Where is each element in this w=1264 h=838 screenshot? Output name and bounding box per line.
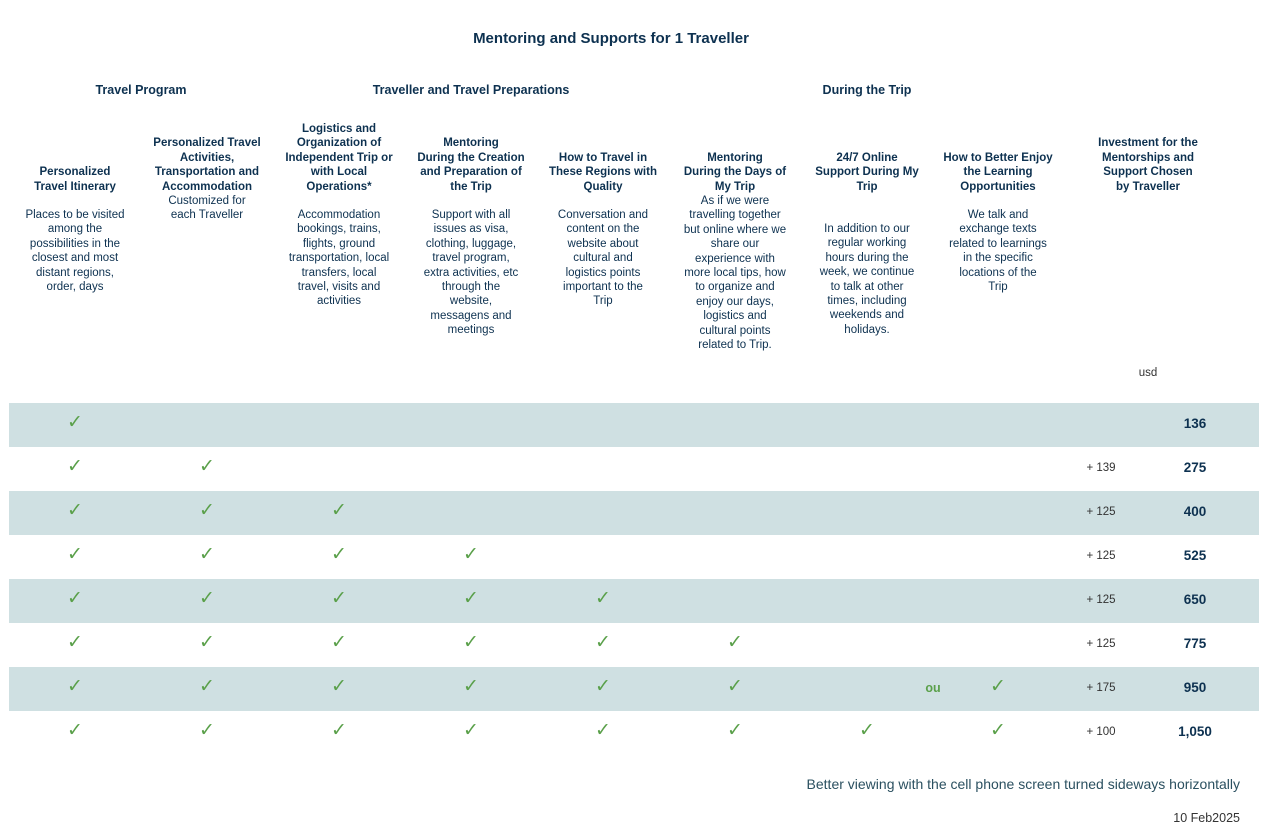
check-icon: ✓ — [331, 675, 347, 697]
check-icon: ✓ — [331, 631, 347, 653]
table-row — [9, 667, 1259, 711]
check-icon: ✓ — [595, 719, 611, 741]
total-price: 950 — [1183, 680, 1207, 695]
column-header-7: 24/7 Online Support During My Trip — [815, 151, 919, 193]
increment-value: + 139 — [1086, 462, 1116, 474]
check-icon: ✓ — [67, 675, 83, 697]
table-row — [9, 403, 1259, 447]
column-header-1: Personalized Travel Itinerary — [34, 166, 116, 193]
check-icon: ✓ — [727, 675, 743, 697]
check-icon: ✓ — [67, 455, 83, 477]
group-during-trip: During the Trip — [822, 83, 912, 97]
group-travel-program: Travel Program — [95, 83, 187, 97]
table-row — [9, 447, 1259, 491]
column-header-3: Logistics and Organization of Independent Trip or with Local Operations* — [285, 122, 393, 193]
check-icon: ✓ — [331, 719, 347, 741]
increment-value: + 100 — [1086, 726, 1116, 738]
or-label: ou — [925, 681, 941, 695]
increment-value: + 125 — [1086, 638, 1116, 650]
increment-value: + 175 — [1086, 682, 1116, 694]
total-price: 136 — [1183, 416, 1207, 431]
check-icon: ✓ — [463, 675, 479, 697]
column-description-4: Support with all issues as visa, clothing, luggage, travel program, extra activities, etc through the website, messagens and meetings — [423, 209, 519, 337]
check-icon: ✓ — [331, 543, 347, 565]
increment-value: + 125 — [1086, 594, 1116, 606]
column-description-3: Accommodation bookings, trains, flights, ground transportation, local transfers, local travel, visits and activities — [288, 209, 390, 308]
date-label: 10 Feb2025 — [1173, 811, 1240, 825]
check-icon: ✓ — [199, 675, 215, 697]
check-icon: ✓ — [67, 411, 83, 433]
column-header-8: How to Better Enjoy the Learning Opportunities — [943, 151, 1053, 193]
check-icon: ✓ — [990, 719, 1006, 741]
currency-label: usd — [1138, 367, 1158, 379]
check-icon: ✓ — [595, 587, 611, 609]
column-description-6: As if we were travelling together but online where we share our experience with more local tips, how to organize and enjoy our days, logistics and cultural points related to Trip. — [683, 195, 787, 352]
check-icon: ✓ — [199, 587, 215, 609]
check-icon: ✓ — [67, 719, 83, 741]
check-icon: ✓ — [463, 631, 479, 653]
total-price: 275 — [1183, 460, 1207, 475]
check-icon: ✓ — [199, 499, 215, 521]
table-row — [9, 579, 1259, 623]
check-icon: ✓ — [727, 631, 743, 653]
column-description-5: Conversation and content on the website about cultural and logistics points important to the Trip — [557, 209, 649, 308]
check-icon: ✓ — [990, 675, 1006, 697]
table-row — [9, 491, 1259, 535]
group-traveller-preparations: Traveller and Travel Preparations — [372, 83, 570, 97]
check-icon: ✓ — [595, 675, 611, 697]
check-icon: ✓ — [331, 499, 347, 521]
total-price: 650 — [1183, 592, 1207, 607]
check-icon: ✓ — [67, 499, 83, 521]
check-icon: ✓ — [67, 587, 83, 609]
column-header-5: How to Travel in These Regions with Quality — [549, 151, 657, 193]
check-icon: ✓ — [463, 587, 479, 609]
check-icon: ✓ — [67, 543, 83, 565]
check-icon: ✓ — [727, 719, 743, 741]
check-icon: ✓ — [199, 631, 215, 653]
column-header-4: Mentoring During the Creation and Preparation of the Trip — [417, 137, 525, 193]
check-icon: ✓ — [199, 543, 215, 565]
check-icon: ✓ — [859, 719, 875, 741]
column-description-8: We talk and exchange texts related to learnings in the specific locations of the Trip — [949, 209, 1047, 294]
total-price: 1,050 — [1178, 724, 1212, 739]
check-icon: ✓ — [67, 631, 83, 653]
page-title: Mentoring and Supports for 1 Traveller — [473, 30, 749, 47]
column-header-6: Mentoring During the Days of My Trip — [683, 151, 787, 193]
check-icon: ✓ — [199, 719, 215, 741]
column-header-2: Personalized Travel Activities, Transportation and Accommodation — [153, 137, 261, 193]
table-row — [9, 623, 1259, 667]
total-price: 525 — [1183, 548, 1207, 563]
check-icon: ✓ — [463, 719, 479, 741]
table-row — [9, 711, 1259, 755]
column-header-9: Investment for the Mentorships and Support Chosen by Traveller — [1098, 137, 1198, 193]
check-icon: ✓ — [331, 587, 347, 609]
check-icon: ✓ — [463, 543, 479, 565]
increment-value: + 125 — [1086, 550, 1116, 562]
table-row — [9, 535, 1259, 579]
column-description-1: Places to be visited among the possibilities in the closest and most distant regions, order, days — [25, 209, 125, 294]
footnote: Better viewing with the cell phone screen turned sideways horizontally — [806, 776, 1240, 792]
check-icon: ✓ — [199, 455, 215, 477]
increment-value: + 125 — [1086, 506, 1116, 518]
column-description-7: In addition to our regular working hours during the week, we continue to talk at other times, including weekends and holidays. — [819, 223, 915, 336]
check-icon: ✓ — [595, 631, 611, 653]
column-description-2: Customized for each Traveller — [168, 195, 246, 222]
total-price: 400 — [1183, 504, 1207, 519]
total-price: 775 — [1183, 636, 1207, 651]
